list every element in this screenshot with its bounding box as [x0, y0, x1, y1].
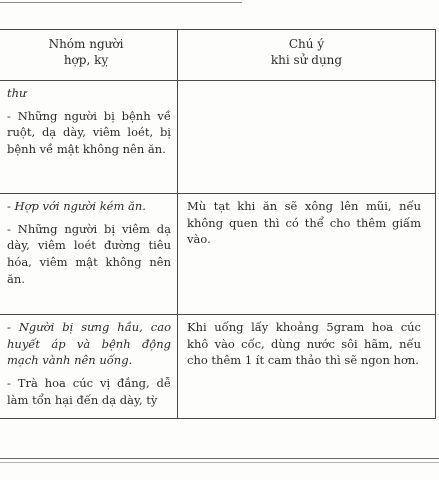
header-group-line2: hợp, kỵ — [63, 53, 109, 68]
header-notes-line2: khi sử dụng — [270, 53, 343, 68]
header-group-line1: Nhóm người — [48, 37, 124, 51]
row1-group-text: - Những người bị bệnh về ruột, dạ dày, viêm loét, bị bệnh về mật không nên ăn. — [7, 108, 171, 157]
row2-group-suitable: - Hợp với người kém ăn. — [7, 199, 146, 213]
table-row — [0, 315, 436, 419]
table-header-row — [0, 30, 436, 81]
row3-group-text: - Trà hoa cúc vị đắng, dễ làm tổn hại đến dạ dày, tỳ — [7, 376, 171, 407]
table-row — [0, 81, 436, 194]
row2-group-text: - Những người bị viêm dạ dày, viêm loét đường tiêu hóa, viêm mật không nên ăn. — [7, 221, 171, 286]
top-rule — [0, 2, 242, 3]
row1-notes-cell — [178, 81, 436, 194]
row2-notes-cell: Mù tạt khi ăn sẽ xông lên mũi, nếu không quen thì có thể cho thêm giấm vào. — [178, 194, 436, 315]
header-group — [0, 30, 178, 81]
header-notes — [178, 30, 436, 81]
header-notes-line1: Chú ý — [288, 37, 325, 51]
row1-group-continued: thư — [7, 86, 27, 100]
row3-group-suitable: - Người bị sưng hầu, cao huyết áp và bệnh động mạch vành nên uống. — [7, 320, 171, 368]
usage-table — [0, 29, 436, 419]
row3-group-cell — [0, 315, 178, 419]
row1-group-cell — [0, 81, 178, 194]
bottom-rule-shadow — [0, 462, 439, 463]
bottom-rule — [0, 458, 439, 459]
row2-group-cell — [0, 194, 178, 315]
table-row — [0, 194, 436, 315]
row3-notes-cell: Khi uống lấy khoảng 5gram hoa cúc khô vào cốc, dùng nước sôi hãm, nếu cho thêm 1 ít cam thảo thì sẽ ngon hơn. — [178, 315, 436, 419]
